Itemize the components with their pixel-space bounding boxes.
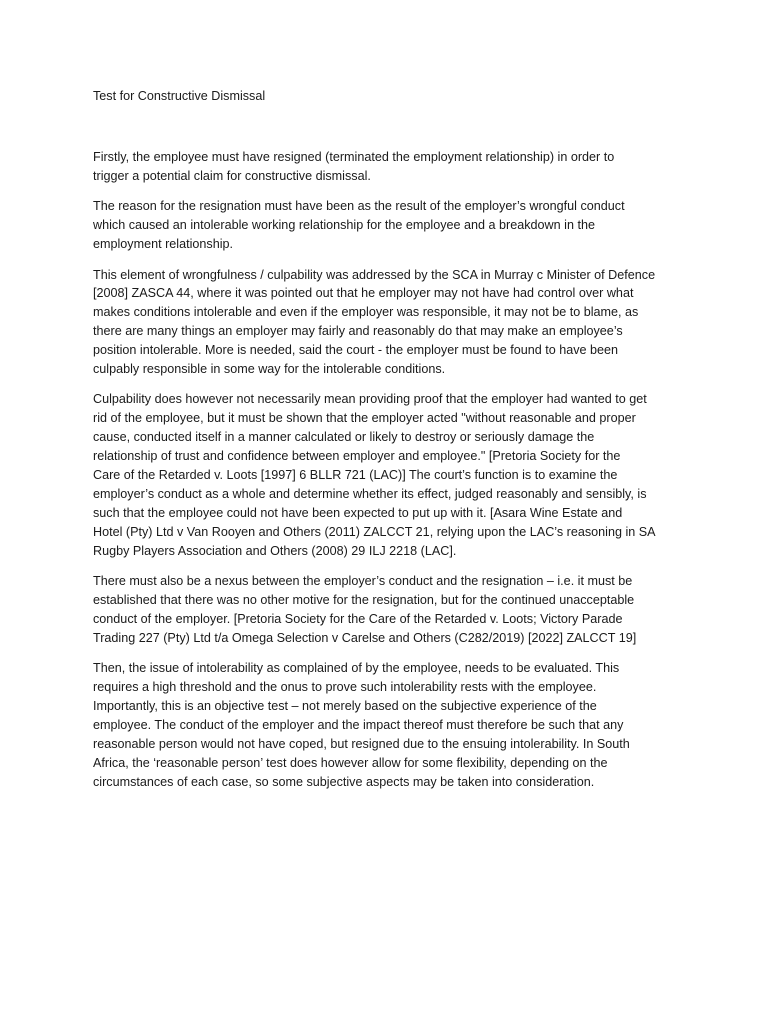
- paragraph-culpability: This element of wrongfulness / culpability was addressed by the SCA in Murray c Minister of Defence [2008] ZASCA 44, where it was pointed out that he employer may not have had control over what makes conditions intolerable and even if the employer was responsible, it may not be to blame, as there are many things an employer may fairly and reasonably do that may make an employee’s position intolerable. More is needed, said the court - the employer must be found to have been culpably responsible in some way for the intolerable conditions.: [93, 267, 656, 377]
- document-body: [93, 148, 677, 803]
- paragraph-resignation: Firstly, the employee must have resigned (terminated the employment relationship) in order to trigger a potential claim for constructive dismissal.: [93, 150, 615, 183]
- paragraph-intolerability: Then, the issue of intolerability as complained of by the employee, needs to be evaluated. This requires a high threshold and the onus to prove such intolerability rests with the employee. Importantly, this is an objective test – not merely based on the subjective experience of the employee. The conduct of the employer and the impact thereof must therefore be such that any reasonable person would not have coped, but resigned due to the ensuing intolerability. In South Africa, the ‘reasonable person’ test does however allow for some flexibility, depending on the circumstances of each case, so some subjective aspects may be taken into consideration.: [93, 661, 630, 789]
- paragraph-proof: Culpability does however not necessarily mean providing proof that the employer had wanted to get rid of the employee, but it must be shown that the employer acted "without reasonable and proper cause, conducted itself in a manner calculated or likely to destroy or seriously damage the relationship of trust and confidence between employer and employee." [Pretoria Society for the Care of the Retarded v. Loots [1997] 6 BLLR 721 (LAC)] The court’s function is to examine the employer’s conduct as a whole and determine whether its effect, judged reasonably and sensibly, is such that the employee could not have been expected to put up with it. [Asara Wine Estate and Hotel (Pty) Ltd v Van Rooyen and Others (2011) ZALCCT 21, relying upon the LAC’s reasoning in SA Rugby Players Association and Others (2008) 29 ILJ 2218 (LAC].: [93, 392, 656, 558]
- paragraph-reason: The reason for the resignation must have been as the result of the employer’s wrongful conduct which caused an intolerable working relationship for the employee and a breakdown in the employment relationship.: [93, 199, 625, 252]
- document-title: Test for Constructive Dismissal: [93, 89, 266, 103]
- paragraph-nexus: There must also be a nexus between the employer’s conduct and the resignation – i.e. it must be established that there was no other motive for the resignation, but for the continued unacceptable conduct of the employer. [Pretoria Society for the Care of the Retarded v. Loots; Victory Parade Trading 227 (Pty) Ltd t/a Omega Selection v Carelse and Others (C282/2019) [2022] ZALCCT 19]: [93, 574, 637, 645]
